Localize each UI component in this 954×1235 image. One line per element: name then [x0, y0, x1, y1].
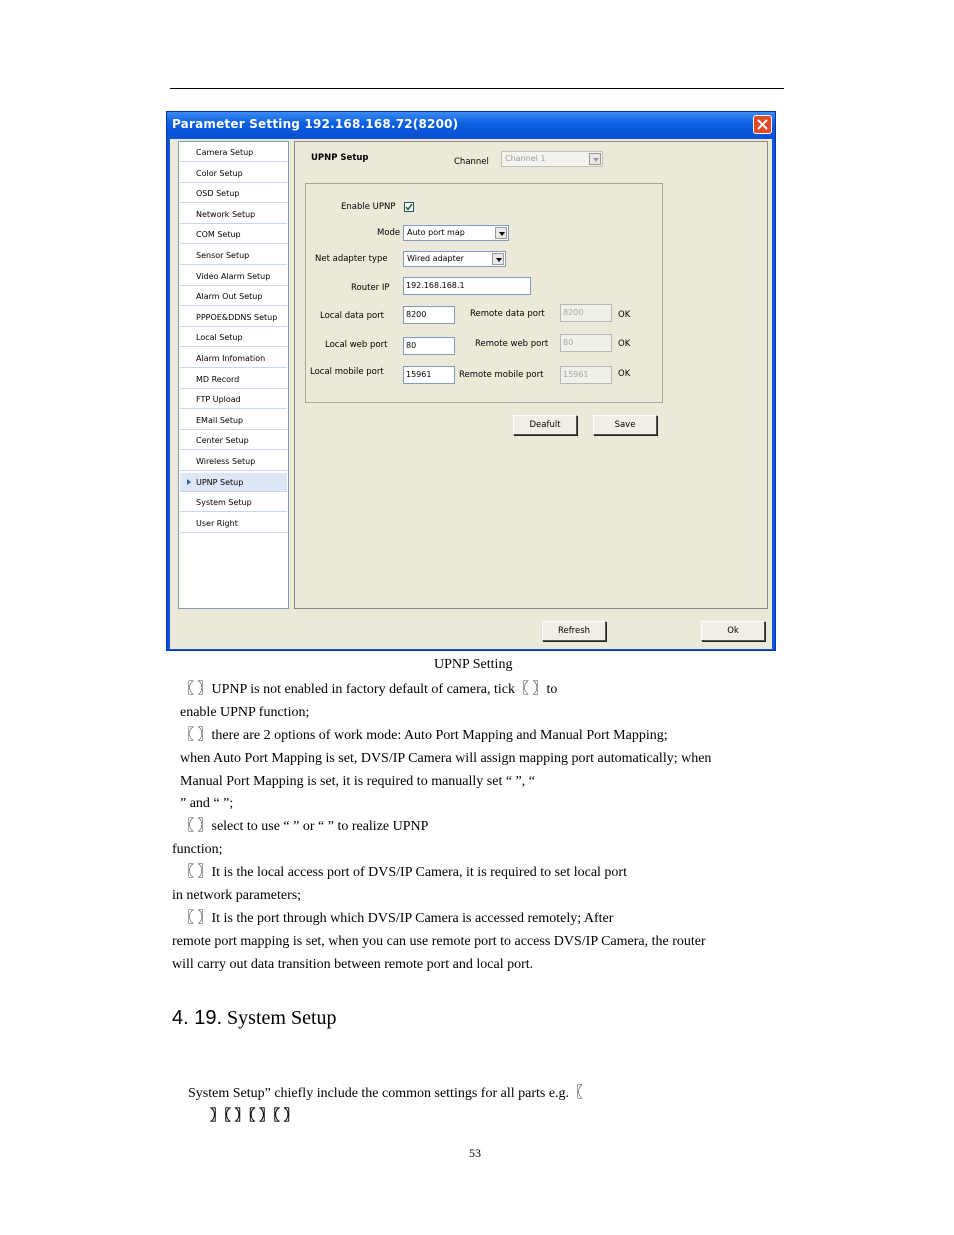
router-ip-label: Router IP — [351, 283, 390, 293]
sidebar-item-label: Center Setup — [196, 436, 249, 446]
sidebar-item-local-setup[interactable] — [180, 328, 287, 347]
sidebar-item-network-setup[interactable] — [180, 205, 287, 224]
adapter-select[interactable] — [403, 251, 506, 267]
section-body-line-1: System Setup” chiefly include the common settings for all parts e.g.〖 — [188, 1086, 584, 1101]
sidebar-item-label: Camera Setup — [196, 148, 254, 157]
mode-value: Auto port map — [407, 228, 465, 237]
section-title: System Setup — [227, 1007, 337, 1029]
upnp-groupbox — [305, 183, 663, 403]
sidebar-item-pppoe-ddns-setup[interactable] — [180, 308, 287, 327]
sidebar-item-label: COM Setup — [196, 230, 241, 240]
remote-data-port-label: Remote data port — [470, 309, 545, 319]
chevron-down-icon — [589, 153, 601, 165]
sidebar-item-system-setup[interactable] — [180, 493, 287, 512]
remote-web-port-input[interactable]: 80 — [560, 334, 612, 352]
sidebar-item-alarm-infomation[interactable] — [180, 349, 287, 368]
dialog-client — [170, 139, 772, 649]
doc-line-6: ” and “ ”; — [180, 796, 234, 811]
mode-select[interactable] — [403, 225, 509, 241]
sidebar-item-label: EMail Setup — [196, 415, 244, 425]
save-button[interactable]: Save — [593, 415, 657, 435]
sidebar-item-label: Wireless Setup — [196, 457, 256, 466]
sidebar-item-sensor-setup[interactable] — [180, 246, 287, 265]
remote-mobile-status: OK — [618, 369, 631, 379]
arrow-right-icon — [187, 479, 191, 485]
doc-line-11: 〖 〗It is the port through which DVS/IP Camera is accessed remotely; After — [180, 911, 614, 926]
adapter-value: Wired adapter — [407, 254, 464, 263]
doc-line-2: enable UPNP function; — [180, 705, 310, 720]
dialog-title: Parameter Setting 192.168.168.72(8200) — [172, 117, 459, 131]
mode-label: Mode — [377, 228, 401, 238]
chevron-down-icon — [492, 253, 504, 265]
local-data-port-input[interactable]: 8200 — [403, 306, 455, 324]
close-button[interactable] — [753, 115, 772, 134]
settings-sidebar — [178, 141, 289, 609]
doc-line-10: in network parameters; — [172, 888, 302, 903]
upnp-panel — [294, 141, 768, 609]
sidebar-item-label: Sensor Setup — [196, 251, 250, 260]
title-bar[interactable] — [167, 112, 775, 138]
sidebar-item-user-right[interactable] — [180, 514, 287, 533]
sidebar-item-label: Alarm Infomation — [196, 354, 266, 363]
parameter-setting-dialog — [166, 111, 776, 651]
doc-line-13: will carry out data transition between remote port and local port. — [172, 957, 534, 972]
local-mobile-port-label: Local mobile port — [310, 367, 384, 377]
close-icon — [757, 119, 768, 130]
sidebar-item-label: Network Setup — [196, 209, 256, 219]
sidebar-item-label: MD Record — [196, 374, 240, 384]
sidebar-item-com-setup[interactable] — [180, 225, 287, 244]
local-mobile-port-input[interactable]: 15961 — [403, 366, 455, 384]
remote-data-status: OK — [618, 310, 631, 320]
sidebar-item-video-alarm-setup[interactable] — [180, 267, 287, 286]
section-number: 4. 19. — [172, 1007, 223, 1029]
local-web-port-input[interactable]: 80 — [403, 337, 455, 355]
doc-line-9: 〖 〗It is the local access port of DVS/IP Camera, it is required to set local port — [180, 865, 627, 880]
sidebar-item-osd-setup[interactable] — [180, 184, 287, 203]
sidebar-item-alarm-out-setup[interactable] — [180, 287, 287, 306]
router-ip-input[interactable]: 192.168.168.1 — [403, 277, 531, 295]
section-body-line-2: 〗〖 〗〖 〗〖 〗 — [210, 1109, 298, 1124]
doc-line-4: when Auto Port Mapping is set, DVS/IP Camera will assign mapping port automatically; when — [180, 751, 712, 766]
sidebar-item-ftp-upload[interactable] — [180, 390, 287, 409]
sidebar-item-email-setup[interactable] — [180, 411, 287, 430]
sidebar-item-md-record[interactable] — [180, 370, 287, 389]
doc-line-8: function; — [172, 842, 223, 857]
local-data-port-label: Local data port — [320, 311, 385, 321]
chevron-down-icon — [495, 227, 507, 239]
sidebar-item-label: Local Setup — [196, 333, 243, 343]
sidebar-item-label: UPNP Setup — [196, 477, 244, 487]
remote-mobile-port-input[interactable]: 15961 — [560, 366, 612, 384]
doc-line-3: 〖 〗there are 2 options of work mode: Auto Port Mapping and Manual Port Mapping; — [180, 728, 668, 743]
channel-label: Channel — [454, 157, 489, 167]
panel-title: UPNP Setup — [311, 153, 369, 163]
refresh-button[interactable]: Refresh — [542, 621, 606, 641]
sidebar-item-label: FTP Upload — [196, 395, 241, 405]
doc-line-5: Manual Port Mapping is set, it is required to manually set “ ”, “ — [180, 774, 535, 789]
section-heading — [172, 1007, 337, 1030]
sidebar-item-label: System Setup — [196, 498, 252, 508]
doc-line-7: 〖 〗select to use “ ” or “ ” to realize UPNP — [180, 819, 429, 834]
sidebar-item-label: PPPOE&DDNS Setup — [196, 312, 278, 322]
sidebar-item-upnp-setup[interactable] — [180, 473, 287, 492]
sidebar-item-center-setup[interactable] — [180, 431, 287, 450]
sidebar-item-label: Video Alarm Setup — [196, 271, 271, 281]
channel-select[interactable] — [501, 151, 603, 167]
page-number: 53 — [469, 1146, 481, 1160]
check-icon — [405, 203, 413, 211]
sidebar-item-label: Alarm Out Setup — [196, 292, 263, 302]
remote-mobile-port-label: Remote mobile port — [459, 370, 544, 380]
adapter-label: Net adapter type — [315, 254, 388, 264]
local-web-port-label: Local web port — [325, 340, 388, 350]
remote-data-port-input[interactable]: 8200 — [560, 304, 612, 322]
default-button[interactable]: Deafult — [513, 415, 577, 435]
header-rule — [170, 88, 784, 89]
remote-web-port-label: Remote web port — [475, 339, 549, 349]
remote-web-status: OK — [618, 339, 631, 349]
sidebar-item-camera-setup[interactable] — [180, 143, 287, 162]
figure-caption: UPNP Setting — [434, 657, 513, 672]
sidebar-item-label: User Right — [196, 518, 238, 528]
enable-upnp-label: Enable UPNP — [341, 202, 396, 212]
doc-line-1: 〖 〗UPNP is not enabled in factory default of camera, tick〖 〗to — [180, 682, 558, 697]
sidebar-item-label: Color Setup — [196, 168, 243, 178]
doc-line-12: remote port mapping is set, when you can use remote port to access DVS/IP Camera, the router — [172, 934, 706, 949]
enable-upnp-checkbox[interactable] — [404, 202, 414, 212]
channel-value: Channel 1 — [505, 154, 546, 163]
sidebar-item-wireless-setup[interactable] — [180, 452, 287, 471]
sidebar-item-color-setup[interactable] — [180, 164, 287, 183]
ok-button[interactable]: Ok — [701, 621, 765, 641]
sidebar-item-label: OSD Setup — [196, 189, 240, 199]
